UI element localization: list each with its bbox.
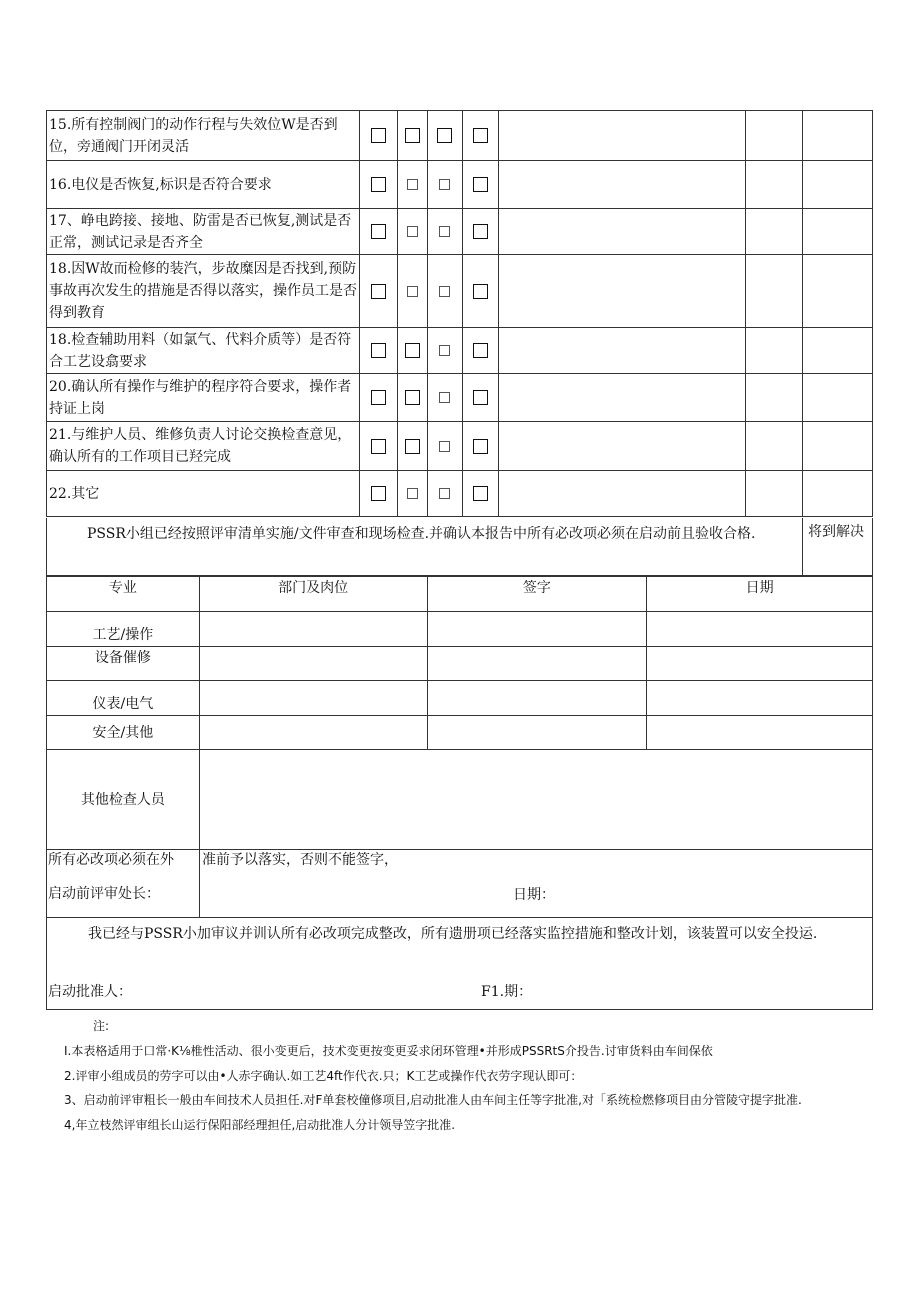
deadline-cell[interactable] xyxy=(803,209,873,255)
confirmation-text: PSSR小组已经按照评审清单实施/文件审查和现场检查.并确认本报告中所有必改项必须在启动前且验收合格. xyxy=(87,526,756,542)
deadline-cell[interactable] xyxy=(803,255,873,328)
checkbox-cell xyxy=(462,422,499,471)
remark-cell[interactable] xyxy=(499,209,746,255)
deadline-cell[interactable] xyxy=(803,422,873,471)
checklist-item-text: 15.所有控制阀门的动作行程与失效位W是否到位，旁通阀门开闭灵活 xyxy=(47,111,360,161)
header-specialty: 专业 xyxy=(47,577,200,612)
remark-cell[interactable] xyxy=(499,374,746,422)
header-date: 日期 xyxy=(647,577,873,612)
signoff-table xyxy=(46,576,873,850)
process-signature-cell[interactable] xyxy=(427,612,647,647)
checkbox-1[interactable] xyxy=(371,439,386,454)
checkbox-2[interactable] xyxy=(405,128,420,143)
review-date-label: 日期： xyxy=(513,887,555,903)
checkbox-2[interactable] xyxy=(405,343,420,358)
checklist-item-text: 17、峥电跨接、接地、防雷是否已恢复,测试是否正常，测试记录是否齐全 xyxy=(47,209,360,255)
review-right-text: 准前予以落实，否则不能签字， xyxy=(202,852,398,868)
responsible-cell[interactable] xyxy=(746,422,803,471)
responsible-cell[interactable] xyxy=(746,328,803,374)
review-section xyxy=(46,848,873,918)
checklist-row xyxy=(47,111,873,161)
checkbox-3[interactable] xyxy=(439,179,450,190)
approval-text: 我已经与PSSR小加审议并训认所有必改项完成整改，所有遗册项已经落实监控措施和整改计划，该装置可以安全投运. xyxy=(88,926,818,942)
checkbox-1[interactable] xyxy=(371,390,386,405)
checkbox-1[interactable] xyxy=(371,284,386,299)
checkbox-cell xyxy=(462,111,499,161)
checklist-row xyxy=(47,374,873,422)
checkbox-cell xyxy=(359,255,397,328)
checkbox-cell xyxy=(359,209,397,255)
checkbox-cell xyxy=(427,209,462,255)
checkbox-cell xyxy=(462,161,499,209)
review-divider xyxy=(199,848,200,917)
notes-title: 注: xyxy=(93,1019,110,1033)
checklist-item-text: 16.电仪是否恢复,标识是否符合要求 xyxy=(47,161,360,209)
review-left-text: 所有必改项必须在外 xyxy=(48,852,174,868)
checkbox-3[interactable] xyxy=(439,392,450,403)
safety-date-cell[interactable] xyxy=(647,716,873,750)
checkbox-1[interactable] xyxy=(371,177,386,192)
responsible-cell[interactable] xyxy=(746,374,803,422)
checklist-row xyxy=(47,209,873,255)
responsible-cell[interactable] xyxy=(746,161,803,209)
checkbox-cell xyxy=(427,255,462,328)
checkbox-cell xyxy=(397,374,427,422)
checkbox-cell xyxy=(462,328,499,374)
instrument-signature-cell[interactable] xyxy=(427,681,647,716)
row-instrument-label: 仪表/电气 xyxy=(47,681,200,716)
responsible-cell[interactable] xyxy=(746,471,803,517)
checklist-item-text: 20.确认所有操作与维护的程序符合要求，操作者持证上岗 xyxy=(47,374,360,422)
safety-department-cell[interactable] xyxy=(199,716,427,750)
checkbox-2[interactable] xyxy=(407,286,418,297)
checkbox-4[interactable] xyxy=(473,390,488,405)
deadline-cell[interactable] xyxy=(803,471,873,517)
row-safety-label: 安全/其他 xyxy=(47,716,200,750)
checkbox-4[interactable] xyxy=(473,177,488,192)
responsible-cell[interactable] xyxy=(746,255,803,328)
safety-signature-cell[interactable] xyxy=(427,716,647,750)
checkbox-3[interactable] xyxy=(437,128,452,143)
checkbox-cell xyxy=(427,422,462,471)
checkbox-3[interactable] xyxy=(439,226,450,237)
checkbox-cell xyxy=(462,374,499,422)
equipment-date-cell[interactable] xyxy=(647,647,873,681)
deadline-cell[interactable] xyxy=(803,161,873,209)
remark-cell[interactable] xyxy=(499,111,746,161)
remark-cell[interactable] xyxy=(499,328,746,374)
other-inspectors-label: 其他检查人员 xyxy=(47,750,200,850)
checklist-item-text: 18.因W故而检修的装汽，步故糜因是否找到,预防事故再次发生的措施是否得以落实，操作员工是否得到教育 xyxy=(47,255,360,328)
checkbox-cell xyxy=(462,255,499,328)
checkbox-cell xyxy=(397,471,427,517)
checkbox-2[interactable] xyxy=(405,439,420,454)
remark-cell[interactable] xyxy=(499,161,746,209)
checklist-row xyxy=(47,328,873,374)
checklist-row xyxy=(47,422,873,471)
checkbox-2[interactable] xyxy=(407,226,418,237)
checkbox-cell xyxy=(462,471,499,517)
checkbox-cell xyxy=(359,422,397,471)
deadline-cell[interactable] xyxy=(803,328,873,374)
responsible-cell[interactable] xyxy=(746,111,803,161)
deadline-cell[interactable] xyxy=(803,374,873,422)
checkbox-4[interactable] xyxy=(473,224,488,239)
note-3: 3、启动前评审粗长一般由车间技术人员担任.对F单套校僮修项目,启动批准人由车间主任等字批准,对「系统检燃修项目由分管陵守提字批准. xyxy=(64,1093,802,1107)
note-1: I.本表格适用于口常·K⅛椎性活动、很小变更后，技术变更按变更妥求闭环管理•并形成PSSRtS介投告.讨审货料由车间保依 xyxy=(64,1044,713,1058)
checklist-item-text: 21.与维护人员、维修负责人讨论交换检查意见，确认所有的工作项目已羟完成 xyxy=(47,422,360,471)
deadline-cell[interactable] xyxy=(803,111,873,161)
remark-cell[interactable] xyxy=(499,255,746,328)
confirmation-box xyxy=(46,518,803,576)
instrument-date-cell[interactable] xyxy=(647,681,873,716)
equipment-signature-cell[interactable] xyxy=(427,647,647,681)
approval-date-label: F1.期： xyxy=(481,984,533,1000)
checkbox-cell xyxy=(359,471,397,517)
checkbox-2[interactable] xyxy=(407,488,418,499)
checkbox-3[interactable] xyxy=(439,488,450,499)
checkbox-2[interactable] xyxy=(405,390,420,405)
header-signature: 签字 xyxy=(427,577,647,612)
checkbox-1[interactable] xyxy=(371,343,386,358)
checkbox-1[interactable] xyxy=(371,224,386,239)
checkbox-cell xyxy=(397,209,427,255)
checkbox-2[interactable] xyxy=(407,179,418,190)
checkbox-4[interactable] xyxy=(473,128,488,143)
instrument-department-cell[interactable] xyxy=(199,681,427,716)
remark-cell[interactable] xyxy=(499,471,746,517)
note-4: 4,年立枝然评审组长山运行保阳部经理担任,启动批准人分计领导笠字批准. xyxy=(64,1118,456,1132)
row-equipment-label: 设备催修 xyxy=(47,647,200,681)
checkbox-3[interactable] xyxy=(439,286,450,297)
other-inspectors-cell[interactable] xyxy=(199,750,872,850)
row-process-label: 工艺/操作 xyxy=(47,612,200,647)
process-date-cell[interactable] xyxy=(647,612,873,647)
checklist-item-text: 18.检查辅助用料（如氯气、代料介质等）是否符合工艺设翕要求 xyxy=(47,328,360,374)
confirmation-side-box xyxy=(802,518,873,576)
checkbox-3[interactable] xyxy=(439,441,450,452)
checkbox-cell xyxy=(397,328,427,374)
checkbox-cell xyxy=(462,209,499,255)
checkbox-cell xyxy=(397,422,427,471)
approval-section xyxy=(46,917,873,1010)
header-department: 部门及肉位 xyxy=(199,577,427,612)
checkbox-cell xyxy=(397,161,427,209)
checklist-row xyxy=(47,471,873,517)
checkbox-cell xyxy=(359,328,397,374)
checkbox-3[interactable] xyxy=(439,345,450,356)
remark-cell[interactable] xyxy=(499,422,746,471)
checkbox-cell xyxy=(427,328,462,374)
checkbox-4[interactable] xyxy=(473,486,488,501)
checkbox-cell xyxy=(397,111,427,161)
checkbox-1[interactable] xyxy=(371,486,386,501)
confirmation-side-text: 将到解决 xyxy=(808,524,864,540)
checklist-item-text: 22.其它 xyxy=(47,471,360,517)
checklist-row xyxy=(47,255,873,328)
checkbox-4[interactable] xyxy=(473,343,488,358)
checkbox-cell xyxy=(427,471,462,517)
checkbox-4[interactable] xyxy=(473,439,488,454)
checkbox-cell xyxy=(359,111,397,161)
checklist-row xyxy=(47,161,873,209)
checkbox-cell xyxy=(427,374,462,422)
checkbox-4[interactable] xyxy=(473,284,488,299)
equipment-department-cell[interactable] xyxy=(199,647,427,681)
checkbox-cell xyxy=(427,111,462,161)
checkbox-cell xyxy=(397,255,427,328)
approver-label: 启动批准人： xyxy=(48,984,132,1000)
responsible-cell[interactable] xyxy=(746,209,803,255)
checkbox-cell xyxy=(359,161,397,209)
checkbox-cell xyxy=(427,161,462,209)
note-2: 2.评审小组成员的劳字可以由•人赤字确认.如工艺4ft作代衣.只；K工艺或操作代衣劳字现认即可： xyxy=(64,1069,583,1083)
checklist-table xyxy=(46,110,873,517)
review-leader-label: 启动前评审处长： xyxy=(48,886,160,902)
process-department-cell[interactable] xyxy=(199,612,427,647)
checkbox-1[interactable] xyxy=(371,128,386,143)
checkbox-cell xyxy=(359,374,397,422)
